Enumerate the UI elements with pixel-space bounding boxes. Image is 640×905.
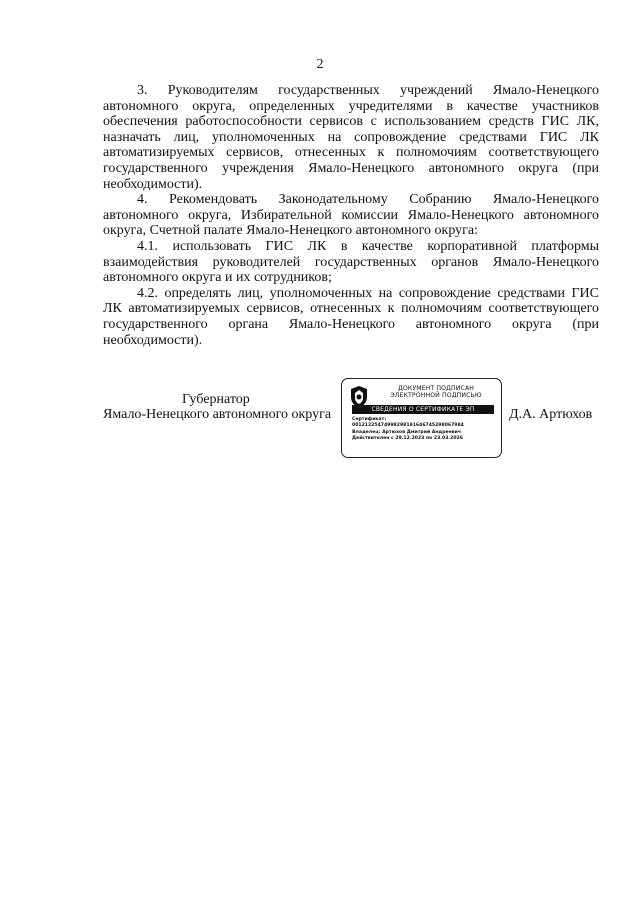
paragraph-4-1: 4.1. использовать ГИС ЛК в качестве корпоративной платформы взаимодействия руководителей государственных органов Ямало-Ненецкого автономного округа и их сотрудников; [103,238,599,286]
document-body [103,83,599,348]
stamp-title [374,385,498,400]
signer-name: Д.А. Артюхов [509,407,593,422]
signer-position: Губернатор [182,392,250,407]
stamp-title-line1: ДОКУМЕНТ ПОДПИСАН [397,385,475,392]
certificate-label: Сертификат: [352,417,387,422]
stamp-title-line2: ЭЛЕКТРОННОЙ ПОДПИСЬЮ [390,392,482,400]
paragraph-4-2: 4.2. определять лиц, уполномоченных на сопровождение средствами ГИС ЛК автоматизируемых сервисов, отнесенных к полномочиям соответствующего государственного органа Ямало-Ненецкого автономного округа (при необходимости). [103,285,599,348]
certificate-info-bar: СВЕДЕНИЯ О СЕРТИФИКАТЕ ЭП [352,405,494,414]
certificate-details [352,417,498,442]
page-number: 2 [316,57,324,72]
certificate-validity: Действителен с 29.12.2023 по 23.03.2026 [352,435,463,441]
certificate-number: 00121225474998298191646745298067984 [352,423,464,429]
paragraph-4: 4. Рекомендовать Законодательному Собранию Ямало-Ненецкого автономного округа, Избирательной комиссии Ямало-Ненецкого автономного округа, Счетной палате Ямало-Ненецкого автономного округа: [103,192,599,239]
paragraph-3: 3. Руководителям государственных учреждений Ямало-Ненецкого автономного округа, определенных учредителями в качестве участников обеспечения работоспособности сервисов с использованием средств ГИС ЛК, назначать лиц, уполномоченных на сопровождение средствами ГИС ЛК автоматизируемых сервисов, отнесенных к полномочиям соответствующего государственного учреждения Ямало-Ненецкого автономного округа (при необходимости). [103,83,599,192]
signature-block [0,378,640,458]
signer-region: Ямало-Ненецкого автономного округа [103,407,332,422]
certificate-owner: Владелец: Артюхов Дмитрий Андреевич [352,429,462,435]
electronic-signature-stamp [341,378,502,458]
